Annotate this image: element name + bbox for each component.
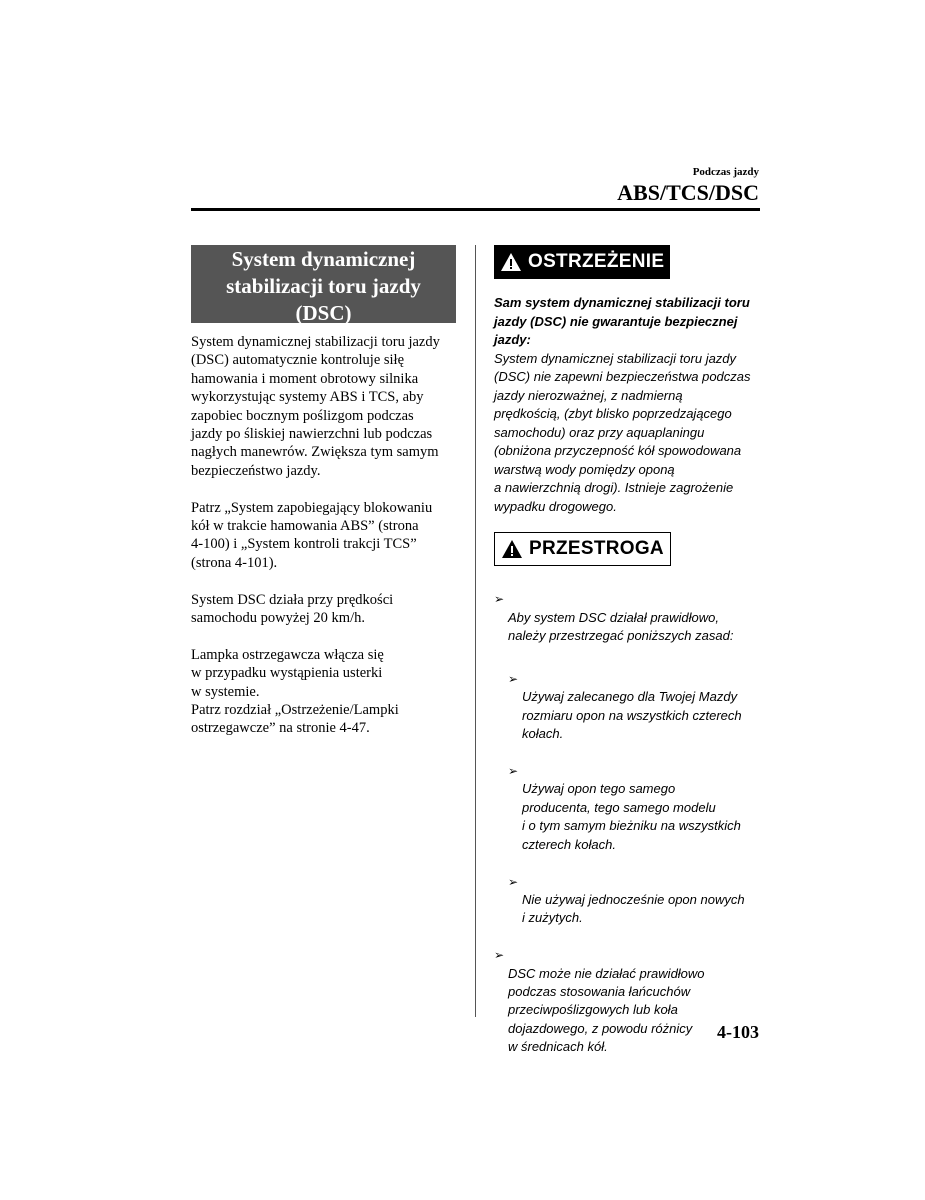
caution-item-1-text: Aby system DSC działał prawidłowo, należy przestrzegać poniższych zasad:: [508, 609, 734, 644]
page-number: 4-103: [717, 1022, 759, 1042]
list-item: [494, 854, 760, 928]
arrow-bullet-icon: ➢: [494, 592, 505, 607]
arrow-bullet-icon: ➢: [494, 948, 505, 963]
caution-item-2-text: DSC może nie działać prawidłowo podczas stosowania łańcuchów przeciwpoślizgowych lub koła dojazdowego, z powodu różnicy w średnicach kół.: [508, 965, 705, 1055]
warning-badge: [494, 245, 670, 279]
caution-subitem-3-text: Nie używaj jednocześnie opon nowych i zużytych.: [522, 891, 745, 926]
section-heading: [191, 245, 456, 323]
warning-line-1: System dynamicznej stabilizacji toru jazdy: [494, 350, 737, 366]
arrow-bullet-icon: ➢: [508, 874, 519, 889]
right-column: [494, 245, 760, 1057]
warning-text: [494, 294, 760, 516]
warning-line-4: prędkością, (zbyt blisko poprzedzającego: [494, 406, 732, 421]
warning-line-6: (obniżona przyczepność kół spowodowana: [494, 443, 742, 458]
section-heading-line-2: stabilizacji toru jazdy: [226, 274, 421, 298]
paragraph-warning-lamp: Lampka ostrzegawcza włącza się w przypadku wystąpienia usterki w systemie. Patrz rozdział „Ostrzeżenie/Lampki ostrzegawcze” na stronie 4-47.: [191, 646, 399, 737]
page-title: ABS/TCS/DSC: [617, 180, 759, 205]
warning-line-8: a nawierzchnią drogi). Istnieje zagrożenie: [494, 480, 734, 495]
column-divider: [475, 245, 476, 1017]
section-heading-line-3: (DSC): [295, 301, 352, 325]
running-header-section: Podczas jazdy: [692, 166, 759, 178]
caution-subitem-1-text: Używaj zalecanego dla Twojej Mazdy rozmiaru opon na wszystkich czterech kołach.: [522, 689, 742, 742]
caution-label: PRZESTROGA: [529, 538, 664, 559]
warning-bold-line-2: jazdy (DSC) nie gwarantuje bezpiecznej: [494, 313, 738, 329]
paragraph-description: System dynamicznej stabilizacji toru jazdy (DSC) automatycznie kontroluje siłę hamowania i moment obrotowy silnika wykorzystując systemy ABS i TCS, aby zapobiec bocznym poślizgom podczas jazdy po śliskiej nawierzchni lub podczas nagłych manewrów. Zwiększa tym samym bezpieczeństwo jazdy.: [191, 334, 440, 479]
arrow-bullet-icon: ➢: [508, 764, 519, 779]
paragraph-speed: System DSC działa przy prędkości samochodu powyżej 20 km/h.: [191, 591, 394, 627]
warning-line-5: samochodu) oraz przy aquaplaningu: [494, 424, 705, 440]
warning-line-3: jazdy nierozważnej, z nadmierną: [494, 387, 683, 403]
warning-bold-line-1: Sam system dynamicznej stabilizacji toru: [494, 295, 750, 310]
caution-list: [494, 572, 760, 1057]
warning-line-2: (DSC) nie zapewni bezpieczeństwa podczas: [494, 369, 751, 384]
list-item: [494, 652, 760, 744]
paragraph-reference: Patrz „System zapobiegający blokowaniu kół w trakcie hamowania ABS” (strona 4-100) i „System kontroli trakcji TCS” (strona 4-101).: [191, 499, 433, 571]
arrow-bullet-icon: ➢: [508, 672, 519, 687]
body-text: [191, 333, 456, 738]
section-heading-line-1: System dynamicznej: [231, 247, 416, 271]
warning-triangle-icon: [501, 539, 523, 559]
header-rule: [191, 208, 760, 211]
left-column: [191, 245, 456, 756]
warning-label: OSTRZEŻENIE: [528, 251, 665, 272]
warning-triangle-icon: [500, 252, 522, 272]
caution-subitem-2-text: Używaj opon tego samego producenta, tego samego modelu i o tym samym bieżniku na wszystkich czterech kołach.: [522, 781, 741, 852]
warning-line-9: wypadku drogowego.: [494, 498, 617, 514]
caution-badge: [494, 532, 671, 566]
list-item: [494, 744, 760, 854]
warning-line-7: warstwą wody pomiędzy oponą: [494, 461, 675, 477]
warning-bold-line-3: jazdy:: [494, 332, 531, 347]
list-item: [494, 572, 760, 646]
